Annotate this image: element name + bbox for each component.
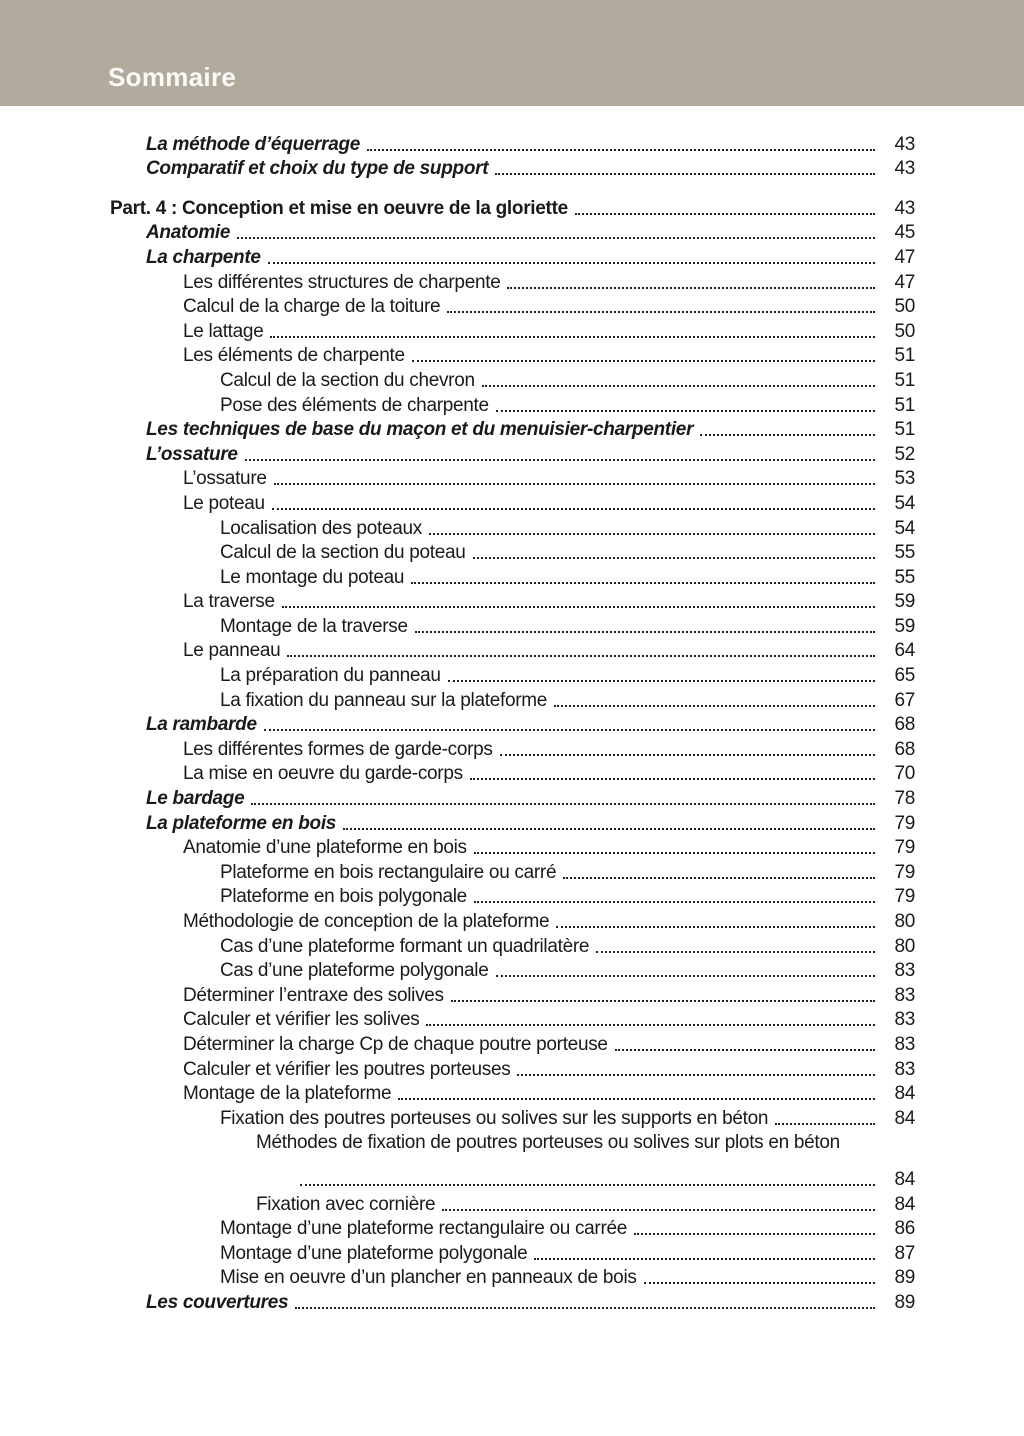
toc-entry	[110, 195, 915, 220]
toc-entry	[146, 156, 915, 181]
toc-entry-label: La traverse	[183, 591, 275, 613]
toc-leader-dots	[596, 951, 875, 953]
toc-entry-label: Le poteau	[183, 492, 265, 514]
toc-entry-label: La rambarde	[146, 714, 257, 736]
toc-entry	[183, 589, 915, 614]
toc-entry-label: Pose des éléments de charpente	[220, 394, 489, 416]
toc-page-number: 47	[894, 246, 915, 268]
toc-page-number: 84	[894, 1107, 915, 1129]
toc-page-number: 51	[894, 369, 915, 391]
toc-entry	[183, 490, 915, 515]
toc-entry-label: Cas d’une plateforme polygonale	[220, 960, 489, 982]
toc-page-number: 64	[894, 640, 915, 662]
toc-entry-label: Le montage du poteau	[220, 566, 405, 588]
toc-entry-label: Montage d’une plateforme rectangulaire ou carrée	[220, 1218, 628, 1240]
toc-leader-dots	[448, 680, 875, 682]
toc-entry-label: Méthodes de fixation de poutres porteuses ou solives sur plots en béton	[256, 1132, 840, 1154]
toc-page-number: 55	[894, 542, 915, 564]
toc-page-number: 80	[894, 911, 915, 932]
toc-leader-dots	[575, 213, 875, 215]
toc-leader-dots	[474, 852, 875, 854]
toc-leader-dots	[237, 237, 875, 239]
page-title: Sommaire	[108, 62, 237, 92]
toc-entry	[220, 1105, 915, 1130]
toc-leader-dots	[500, 754, 875, 756]
toc-leader-dots	[517, 1074, 875, 1076]
toc-entry-label: Montage de la traverse	[220, 615, 408, 637]
toc-page-number: 70	[894, 763, 915, 785]
toc-page-number: 51	[894, 419, 915, 441]
toc-leader-dots	[270, 336, 875, 338]
toc-leader-dots	[398, 1098, 875, 1100]
toc-page-number: 53	[894, 468, 915, 490]
toc-page-number: 79	[894, 812, 915, 834]
toc-page-number: 86	[894, 1218, 915, 1240]
toc-entry-label: L’ossature	[183, 468, 267, 490]
toc-entry-label: Calcul de la section du chevron	[220, 369, 475, 391]
toc-page-number: 84	[894, 1168, 915, 1190]
toc-entry-label: Fixation avec cornière	[256, 1193, 436, 1215]
toc-entry-label: Les éléments de charpente	[183, 345, 405, 367]
toc-page-number: 67	[894, 689, 915, 711]
toc-entry-label: Les couvertures	[146, 1291, 289, 1313]
toc-leader-dots	[615, 1049, 875, 1051]
toc-entry	[146, 712, 915, 737]
toc-entry	[220, 958, 915, 983]
toc-entry	[183, 1007, 915, 1032]
toc-entry	[183, 908, 915, 933]
toc-leader-dots	[474, 901, 875, 903]
toc-entry-label: La méthode d’équerrage	[146, 133, 361, 155]
toc-leader-dots	[442, 1209, 875, 1211]
toc-entry	[183, 466, 915, 491]
toc-entry-label: Localisation des poteaux	[220, 517, 422, 539]
toc-entry	[220, 1265, 915, 1290]
toc-leader-dots	[556, 926, 875, 928]
toc-leader-dots	[343, 828, 875, 830]
toc-leader-dots	[470, 778, 875, 780]
toc-leader-dots	[274, 483, 875, 485]
toc-leader-dots	[264, 729, 875, 731]
toc-entry-label: Plateforme en bois rectangulaire ou carré	[220, 861, 557, 883]
toc-entry	[220, 884, 915, 909]
toc-leader-dots	[644, 1282, 875, 1284]
toc-entry	[220, 859, 915, 884]
toc-entry	[220, 367, 915, 392]
toc-page-number: 45	[894, 222, 915, 244]
toc-leader-dots	[700, 434, 875, 436]
toc-page-number: 87	[894, 1242, 915, 1264]
toc-leader-dots	[300, 1184, 875, 1186]
toc-entry-label: Plateforme en bois polygonale	[220, 886, 467, 908]
toc-entry	[183, 761, 915, 786]
toc-page-number: 52	[894, 443, 915, 465]
toc-page-number: 83	[894, 1033, 915, 1055]
toc-page-number: 55	[894, 566, 915, 588]
toc-entry	[146, 244, 915, 269]
toc-page-number: 83	[894, 960, 915, 982]
toc-page-number: 68	[894, 738, 915, 760]
toc-leader-dots	[287, 655, 875, 657]
toc-entry-label: Anatomie d’une plateforme en bois	[183, 837, 467, 859]
toc-page-number: 79	[894, 861, 915, 883]
toc-entry-label: L’ossature	[146, 443, 238, 465]
toc-entry-label: Calcul de la charge de la toiture	[183, 296, 441, 318]
toc-page-number: 51	[894, 394, 915, 416]
toc-leader-dots	[473, 557, 875, 559]
toc-page-number: 79	[894, 837, 915, 859]
toc-page-number: 84	[894, 1083, 915, 1105]
toc-entry	[300, 1166, 915, 1191]
toc-entry	[220, 613, 915, 638]
toc-page-number: 50	[894, 296, 915, 318]
toc-entry	[183, 638, 915, 663]
toc-entry-label: Mise en oeuvre d’un plancher en panneaux de bois	[220, 1267, 637, 1289]
toc-leader-dots	[447, 311, 875, 313]
toc-entry	[183, 318, 915, 343]
toc-leader-dots	[507, 287, 875, 289]
toc-entry	[220, 1216, 915, 1241]
toc-leader-dots	[429, 533, 875, 535]
toc-entry-label: Montage de la plateforme	[183, 1083, 392, 1105]
toc-leader-dots	[367, 149, 875, 151]
toc-entry	[183, 736, 915, 761]
toc-entry-label: Les techniques de base du maçon et du menuisier-charpentier	[146, 419, 694, 441]
toc-leader-dots	[563, 877, 875, 879]
toc-entry-label: La charpente	[146, 246, 261, 268]
toc-leader-dots	[775, 1123, 875, 1125]
toc-page-number: 83	[894, 1058, 915, 1080]
toc-leader-dots	[272, 508, 875, 510]
toc-entry	[220, 662, 915, 687]
toc-entry-label: Fixation des poutres porteuses ou solives sur les supports en béton	[220, 1107, 769, 1129]
toc-entry	[183, 269, 915, 294]
toc-entry	[146, 131, 915, 156]
toc-entry	[183, 1056, 915, 1081]
toc-entry	[220, 515, 915, 540]
toc-entry	[220, 392, 915, 417]
toc-entry-label: Déterminer l’entraxe des solives	[183, 984, 444, 1006]
toc-page-number: 89	[894, 1267, 915, 1289]
toc-page-number: 51	[894, 345, 915, 367]
toc-entry-label: La préparation du panneau	[220, 665, 441, 687]
toc-page-number: 47	[894, 271, 915, 293]
toc-entry-label: La plateforme en bois	[146, 812, 337, 834]
toc-entry-label: Calculer et vérifier les poutres porteuses	[183, 1058, 511, 1080]
toc-leader-dots	[295, 1307, 875, 1309]
toc-entry	[146, 810, 915, 835]
toc-leader-dots	[268, 262, 875, 264]
toc-page-number: 84	[894, 1193, 915, 1215]
toc-page-number: 65	[894, 665, 915, 687]
toc-leader-dots	[482, 385, 875, 387]
toc-entry-label: La mise en oeuvre du garde-corps	[183, 763, 463, 785]
toc-leader-dots	[411, 582, 875, 584]
toc-leader-dots	[426, 1024, 875, 1026]
toc-page-number: 68	[894, 714, 915, 736]
toc-entry-label: Le bardage	[146, 788, 245, 810]
toc-entry-label: Méthodologie de conception de la plateforme	[183, 911, 550, 932]
toc-entry-label: Les différentes formes de garde-corps	[183, 738, 493, 760]
toc-entry	[183, 343, 915, 368]
toc-entry	[220, 933, 915, 958]
toc-page-number: 79	[894, 886, 915, 908]
toc-page-number: 59	[894, 591, 915, 613]
toc-page-number: 89	[894, 1291, 915, 1313]
toc-leader-dots	[496, 410, 875, 412]
toc-entry	[146, 220, 915, 245]
toc-leader-dots	[451, 1000, 875, 1002]
toc-entry	[183, 982, 915, 1007]
toc-page-number: 78	[894, 788, 915, 810]
toc-leader-dots	[634, 1233, 875, 1235]
toc-leader-dots	[495, 173, 875, 175]
toc-entry	[183, 294, 915, 319]
toc-leader-dots	[534, 1258, 875, 1260]
toc-entry-label: La fixation du panneau sur la plateforme	[220, 689, 548, 711]
toc-entry-label: Le panneau	[183, 640, 281, 662]
toc-entry	[183, 1031, 915, 1056]
toc-page-number: 59	[894, 615, 915, 637]
toc-leader-dots	[496, 975, 876, 977]
toc-entry	[146, 417, 915, 442]
header-band	[0, 0, 1024, 106]
toc-entry-label: Calcul de la section du poteau	[220, 542, 466, 564]
toc-entry	[220, 687, 915, 712]
toc-page-number: 83	[894, 1009, 915, 1031]
toc-leader-dots	[251, 803, 875, 805]
toc-page-number: 80	[894, 935, 915, 957]
toc-list	[0, 106, 1024, 1314]
toc-entry	[146, 785, 915, 810]
toc-entry-label: Part. 4 : Conception et mise en oeuvre de la gloriette	[110, 197, 568, 219]
toc-page-number: 54	[894, 517, 915, 539]
toc-entry	[256, 1130, 915, 1155]
toc-entry	[183, 1081, 915, 1106]
toc-entry	[220, 1240, 915, 1265]
toc-entry	[220, 540, 915, 565]
toc-entry	[256, 1191, 915, 1216]
toc-leader-dots	[412, 360, 875, 362]
toc-entry	[146, 1289, 915, 1314]
toc-entry-label: Cas d’une plateforme formant un quadrilatère	[220, 935, 590, 957]
toc-entry-label: Comparatif et choix du type de support	[146, 158, 489, 180]
toc-entry-label: Calculer et vérifier les solives	[183, 1009, 420, 1031]
toc-page-number: 43	[894, 133, 915, 155]
toc-entry-label: Anatomie	[146, 222, 231, 244]
toc-entry-label: Montage d’une plateforme polygonale	[220, 1242, 528, 1264]
toc-entry	[183, 835, 915, 860]
toc-page-number: 54	[894, 492, 915, 514]
toc-entry-label: Le lattage	[183, 320, 264, 342]
toc-entry	[146, 441, 915, 466]
toc-page-number: 43	[894, 158, 915, 180]
toc-entry-label: Déterminer la charge Cp de chaque poutre porteuse	[183, 1033, 608, 1055]
toc-leader-dots	[282, 606, 875, 608]
toc-page-number: 83	[894, 984, 915, 1006]
toc-page-number: 50	[894, 320, 915, 342]
toc-page-number: 43	[894, 197, 915, 219]
toc-entry-label: Les différentes structures de charpente	[183, 271, 501, 293]
toc-leader-dots	[415, 631, 875, 633]
toc-leader-dots	[245, 459, 875, 461]
toc-leader-dots	[554, 705, 875, 707]
toc-entry	[220, 564, 915, 589]
